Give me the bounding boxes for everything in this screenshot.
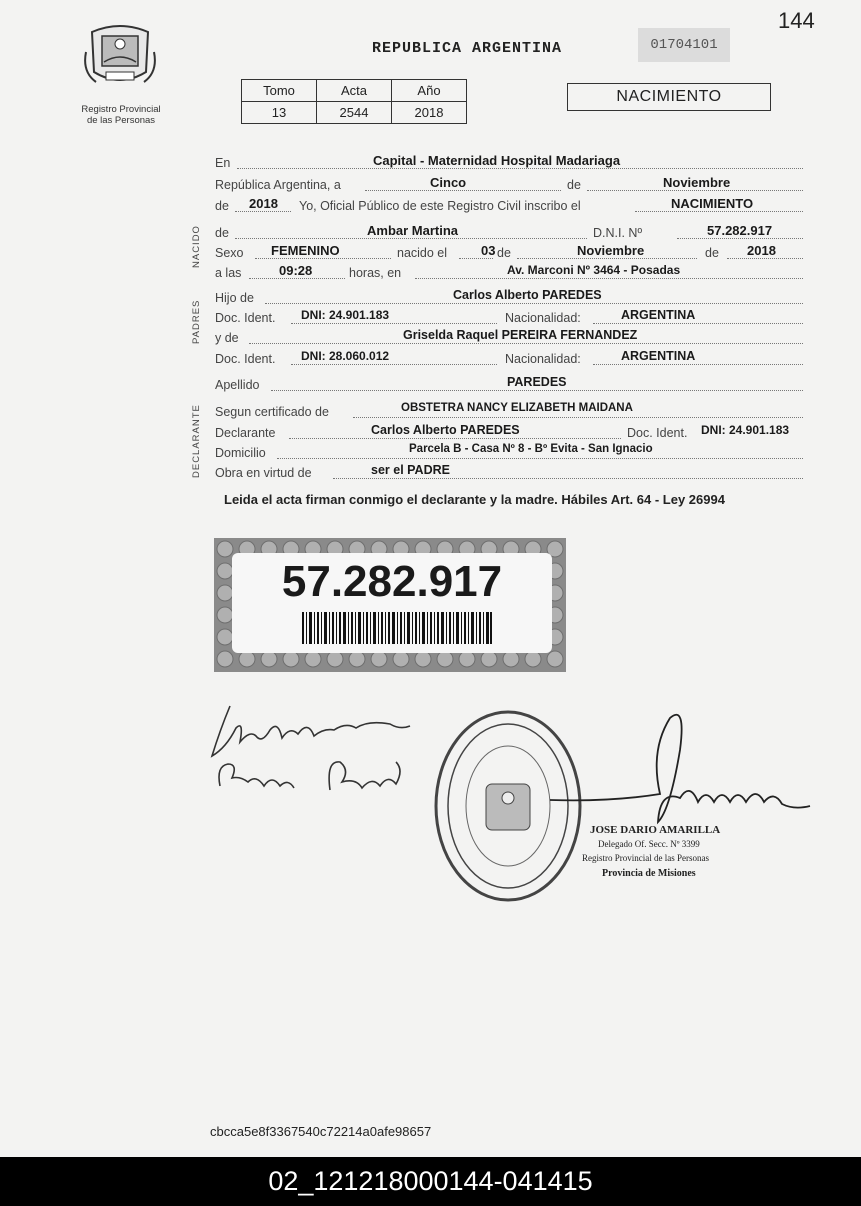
field-row-sexo: Sexo FEMENINO nacido el 03 de Noviembre de 2018 [215,246,803,263]
field-row-madre-doc: Doc. Ident. DNI: 28.060.012 Nacionalidad: ARGENTINA [215,352,803,369]
section-label-nacido: NACIDO [191,225,202,268]
certificado-value: OBSTETRA NANCY ELIZABETH MAIDANA [401,402,633,414]
hora-value: 09:28 [279,263,313,278]
domicilio-nac-value: Av. Marconi Nº 3464 - Posadas [507,263,681,277]
page-number: 144 [778,8,815,33]
footer-code: 02_121218000144-041415 [0,1157,861,1206]
field-row-certificado: Segun certificado de OBSTETRA NANCY ELIZABETH MAIDANA [215,405,803,422]
header-anio: Año [392,80,467,102]
record-type-box: NACIMIENTO [567,83,771,111]
sexo-value: FEMENINO [271,243,340,258]
officer-role: Delegado Of. Secc. Nº 3399 [598,839,700,849]
tipo-value: NACIMIENTO [671,196,754,211]
field-row-apellido: Apellido PAREDES [215,378,803,395]
value-anio: 2018 [392,102,467,124]
padre-value: Carlos Alberto PAREDES [453,288,602,302]
padre-dni-value: DNI: 24.901.183 [301,308,390,322]
field-row-declarante: Declarante Carlos Alberto PAREDES Doc. Ident. DNI: 24.901.183 [215,423,790,440]
anio-value: 2018 [249,196,278,211]
section-label-declarante: DECLARANTE [191,404,202,478]
declarante-value: Carlos Alberto PAREDES [371,423,520,437]
apellido-value: PAREDES [507,375,567,389]
field-row-lugar: En Capital - Maternidad Hospital Madariaga [215,156,803,173]
officer-registry: Registro Provincial de las Personas [582,853,709,863]
field-row-padre-doc: Doc. Ident. DNI: 24.901.183 Nacionalidad: ARGENTINA [215,311,803,328]
official-round-stamp [436,712,580,900]
madre-nac-value: ARGENTINA [621,349,696,363]
mes2-value: Noviembre [577,243,645,258]
registry-label: Registro Provincial de las Personas [81,104,161,126]
officer-signature [550,715,810,822]
madre-value: Griselda Raquel PEREIRA FERNANDEZ [403,328,638,342]
mes-value: Noviembre [663,175,731,190]
value-tomo: 13 [242,102,317,124]
barcode [302,612,492,644]
padre-nac-value: ARGENTINA [621,308,696,322]
header-tomo: Tomo [242,80,317,102]
declarant-signature [212,706,410,790]
declarante-doc-value: DNI: 24.901.183 [701,423,790,437]
value-acta: 2544 [317,102,392,124]
field-row-padre: Hijo de Carlos Alberto PAREDES [215,291,803,308]
dni-sticker-number: 57.282.917 [281,557,503,606]
field-row-obra: Obra en virtud de ser el PADRE [215,466,803,483]
dni-value: 57.282.917 [707,223,773,238]
section-label-padres: PADRES [191,299,202,344]
serial-number: 01704101 [638,28,730,62]
record-table [241,79,467,124]
madre-dni-value: DNI: 28.060.012 [301,349,390,363]
field-row-madre: y de Griselda Raquel PEREIRA FERNANDEZ [215,331,803,348]
field-row-fecha: República Argentina, a Cinco de Noviembre [215,178,803,195]
anio2-value: 2018 [747,243,776,258]
field-row-nombre: de Ambar Martina D.N.I. Nº 57.282.917 [215,226,803,243]
header-acta: Acta [317,80,392,102]
document-title: REPUBLICA ARGENTINA [372,40,563,57]
field-row-domicilio: Domicilio Parcela B - Casa Nº 8 - Bº Evita - San Ignacio [215,446,803,463]
lugar-value: Capital - Maternidad Hospital Madariaga [373,153,621,168]
field-row-oficial: de 2018 Yo, Oficial Público de este Registro Civil inscribo el NACIMIENTO [215,199,803,216]
officer-name: JOSE DARIO AMARILLA [590,824,721,836]
obra-value: ser el PADRE [371,463,450,477]
dia-texto-value: Cinco [430,175,467,190]
document-hash: cbcca5e8f3367540c72214a0afe98657 [210,1124,432,1139]
signatures-and-stamp [190,690,830,920]
dia-num-value: 03 [481,243,496,258]
nombre-value: Ambar Martina [367,223,459,238]
officer-province: Provincia de Misiones [602,868,696,879]
closing-note: Leida el acta firman conmigo el declarante y la madre. Hábiles Art. 64 - Ley 26994 [224,492,725,507]
provincial-seal-logo [80,22,160,90]
domicilio-decl-value: Parcela B - Casa Nº 8 - Bº Evita - San Ignacio [409,443,653,455]
field-row-hora: a las 09:28 horas, en Av. Marconi Nº 3464 - Posadas [215,266,803,283]
